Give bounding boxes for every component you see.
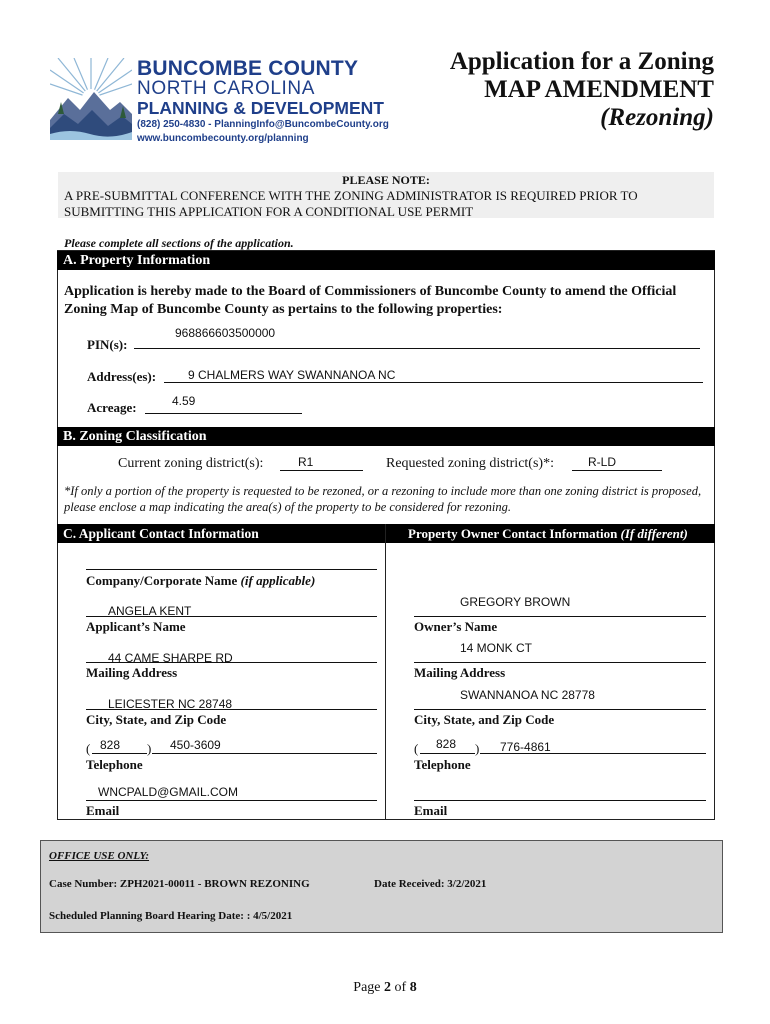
current-zoning-field[interactable] <box>280 456 363 471</box>
section-a-paragraph: Application is hereby made to the Board of Commissioners of Buncombe County to amend the Official Zoning Map of Buncombe County as pertains to the following properties: <box>64 284 677 317</box>
applicant-name-label: Applicant’s Name <box>86 619 186 634</box>
notice-heading: PLEASE NOTE: <box>342 173 430 187</box>
owner-heading-text: Property Owner Contact Information <box>408 526 618 541</box>
owner-name-field[interactable] <box>414 603 706 617</box>
owner-phone-value: 776-4861 <box>500 740 551 754</box>
form-title <box>450 48 714 132</box>
logo-state-name: NORTH CAROLINA <box>137 78 316 99</box>
requested-zoning-field[interactable] <box>572 456 662 471</box>
applicant-name-value: ANGELA KENT <box>108 604 192 618</box>
owner-mailing-field[interactable] <box>414 649 706 663</box>
owner-telephone-label: Telephone <box>414 757 471 772</box>
applicant-city-label: City, State, and Zip Code <box>86 712 227 727</box>
owner-email-label: Email <box>414 803 448 818</box>
hearing-date: Scheduled Planning Board Hearing Date: : 4/5/2021 <box>49 910 293 922</box>
company-label-note: (if applicable) <box>240 573 316 588</box>
instructions: Please complete all sections of the application. <box>64 236 294 250</box>
company-label <box>86 573 315 589</box>
notice-line-2: SUBMITTING THIS APPLICATION FOR A CONDITIONAL USE PERMIT <box>64 204 474 219</box>
owner-phone-paren-open: ( <box>414 741 419 756</box>
logo-contact-line: (828) 250-4830 - PlanningInfo@BuncombeCounty.org <box>137 119 389 130</box>
owner-city-field[interactable] <box>414 696 706 710</box>
acreage-field[interactable] <box>145 400 302 414</box>
company-field[interactable] <box>86 556 377 570</box>
page-of: of <box>394 980 407 995</box>
page-prefix: Page <box>353 980 381 995</box>
acreage-value: 4.59 <box>172 394 196 408</box>
company-label-text: Company/Corporate Name <box>86 573 238 588</box>
applicant-phone-paren-close: ) <box>147 741 152 756</box>
pre-submittal-notice <box>58 172 714 218</box>
page-total: 8 <box>409 980 417 995</box>
office-use-heading: OFFICE USE ONLY: <box>49 850 150 862</box>
applicant-email-value: WNCPALD@GMAIL.COM <box>98 785 238 799</box>
applicant-contact-heading: C. Applicant Contact Information <box>57 524 385 543</box>
applicant-phone-value: 450-3609 <box>170 738 221 752</box>
date-received: Date Received: 3/2/2021 <box>374 878 487 890</box>
owner-mailing-value: 14 MONK CT <box>460 641 533 655</box>
owner-city-value: SWANNANOA NC 28778 <box>460 688 595 702</box>
requested-zoning-label: Requested zoning district(s)*: <box>386 456 554 471</box>
logo-county-name: BUNCOMBE COUNTY <box>137 57 359 80</box>
pin-value: 968866603500000 <box>175 326 276 340</box>
current-zoning-label: Current zoning district(s): <box>118 456 264 471</box>
title-line-1: Application for a Zoning <box>449 48 714 75</box>
owner-area-code-value: 828 <box>436 737 457 751</box>
column-divider <box>385 524 386 820</box>
owner-mailing-label: Mailing Address <box>414 665 506 680</box>
address-value: 9 CHALMERS WAY SWANNANOA NC <box>188 368 396 382</box>
owner-heading-note: (If different) <box>620 526 688 541</box>
page-current: 2 <box>384 980 392 995</box>
pin-label: PIN(s): <box>87 337 128 352</box>
address-label: Address(es): <box>87 369 157 384</box>
office-use-box <box>40 840 723 933</box>
current-zoning-value: R1 <box>298 455 314 469</box>
logo-department-name: PLANNING & DEVELOPMENT <box>137 98 384 118</box>
section-b-heading: B. Zoning Classification <box>57 427 715 446</box>
section-a-heading: A. Property Information <box>57 251 715 270</box>
owner-name-value: GREGORY BROWN <box>460 595 571 609</box>
title-line-3: (Rezoning) <box>600 104 714 131</box>
owner-contact-heading <box>386 524 715 543</box>
logo-website: www.buncombecounty.org/planning <box>137 133 309 144</box>
mountain-logo-icon <box>50 58 132 140</box>
case-number: Case Number: ZPH2021-00011 - BROWN REZONING <box>49 878 310 890</box>
page-number <box>0 980 770 996</box>
applicant-area-code-value: 828 <box>100 738 121 752</box>
applicant-telephone-label: Telephone <box>86 757 143 772</box>
applicant-city-value: LEICESTER NC 28748 <box>108 697 233 711</box>
requested-zoning-value: R-LD <box>588 455 617 469</box>
acreage-label: Acreage: <box>87 400 137 415</box>
notice-line-1: A PRE-SUBMITTAL CONFERENCE WITH THE ZONING ADMINISTRATOR IS REQUIRED PRIOR TO <box>64 188 638 203</box>
title-line-2: MAP AMENDMENT <box>484 76 714 103</box>
buncombe-county-logo <box>50 58 395 146</box>
applicant-mailing-label: Mailing Address <box>86 665 178 680</box>
owner-city-label: City, State, and Zip Code <box>414 712 555 727</box>
applicant-phone-paren-open: ( <box>86 741 91 756</box>
owner-email-field[interactable] <box>414 787 706 801</box>
owner-phone-paren-close: ) <box>475 741 480 756</box>
applicant-email-label: Email <box>86 803 120 818</box>
owner-name-label: Owner’s Name <box>414 619 498 634</box>
zoning-footnote: *If only a portion of the property is requested to be rezoned, or a rezoning to include more than one zoning district is proposed, please enclose a map indicating the area(s) of the property to be considered for rezoning. <box>64 484 702 514</box>
applicant-mailing-value: 44 CAME SHARPE RD <box>108 651 233 665</box>
